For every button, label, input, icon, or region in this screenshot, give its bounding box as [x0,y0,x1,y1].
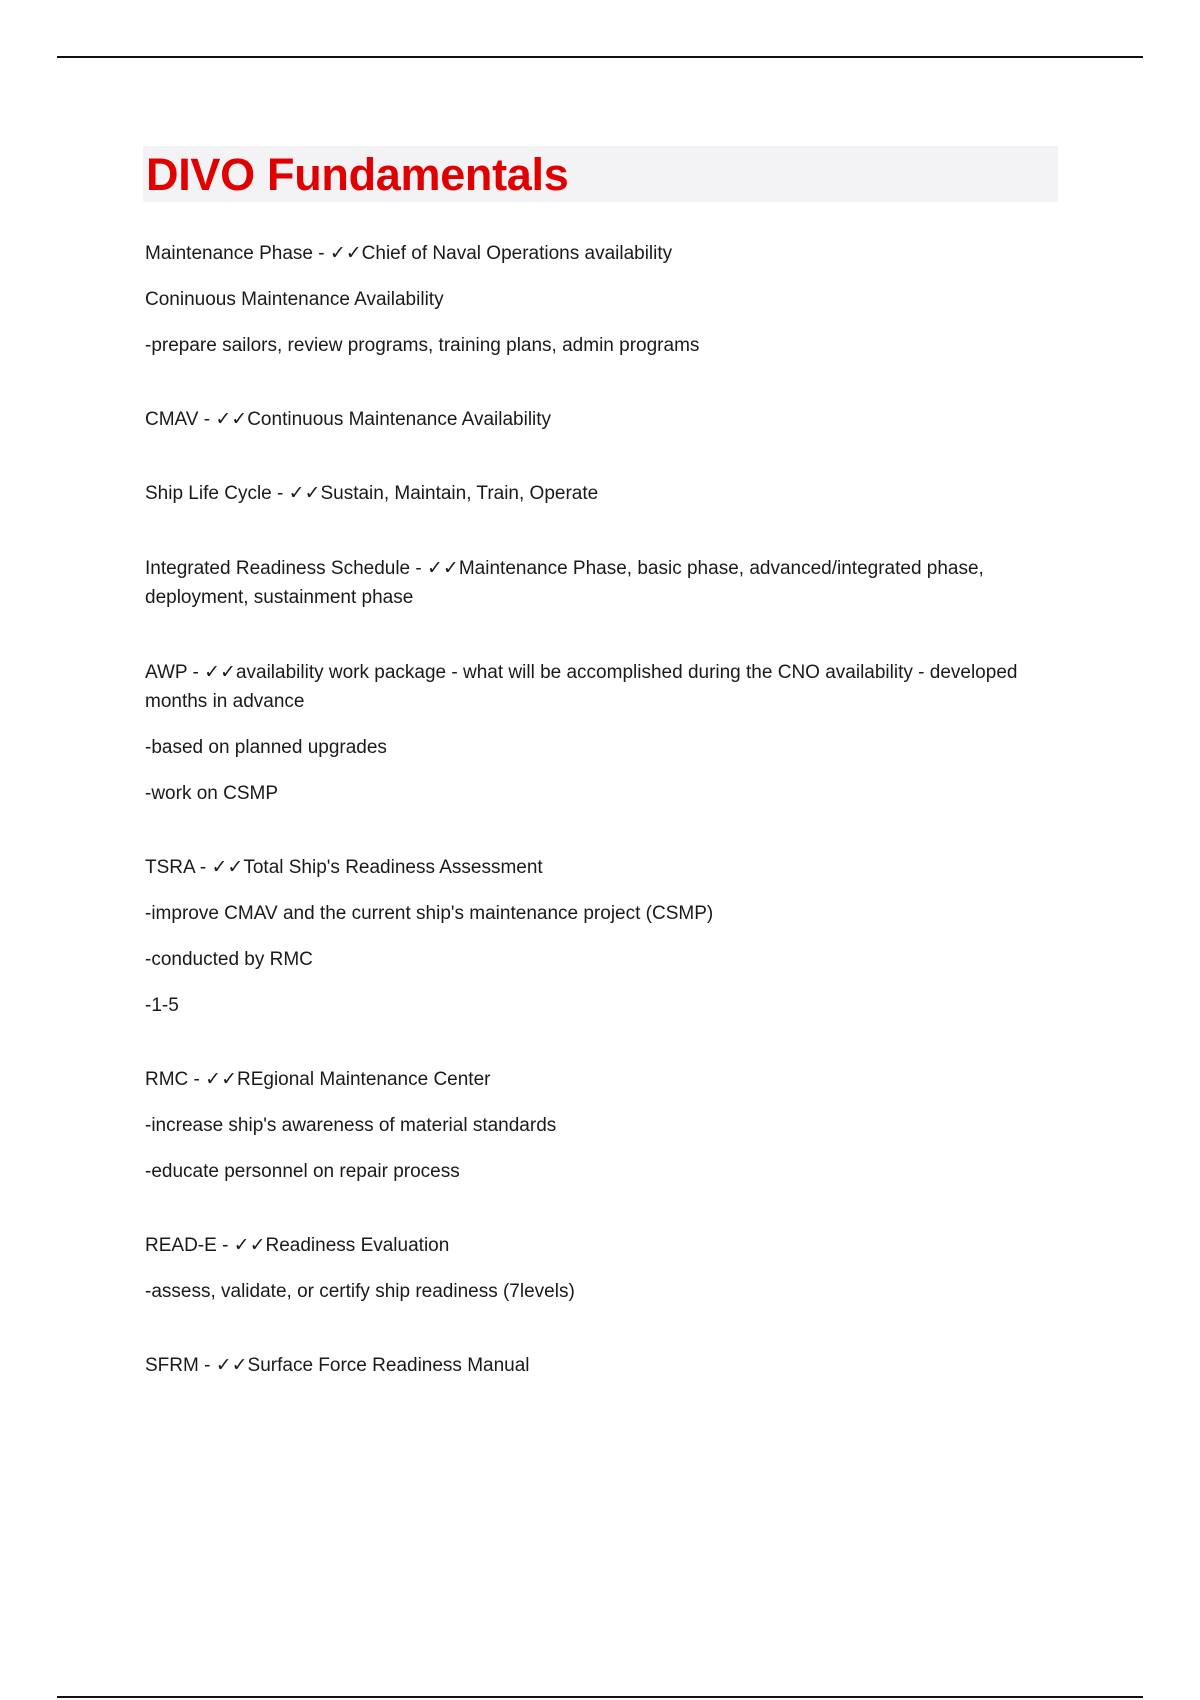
entry-integrated-readiness-schedule [143,554,1058,612]
entry-line: -conducted by RMC [145,949,313,970]
entry-line: Integrated Readiness Schedule - ✓✓Maintenance Phase, basic phase, advanced/integrated phase, deployment, sustainment phase [145,558,984,608]
entry-line: -1-5 [145,995,179,1016]
entry-sfrm [143,1352,1058,1380]
document-title: DIVO Fundamentals [146,148,569,200]
entry-line: RMC - ✓✓REgional Maintenance Center [145,1069,491,1090]
entry-ship-life-cycle [143,480,1058,508]
entry-line: -assess, validate, or certify ship readiness (7levels) [145,1281,575,1302]
entry-rmc [143,1066,1058,1186]
entry-line: -work on CSMP [145,783,279,804]
document-body [143,146,1058,1426]
entry-line: CMAV - ✓✓Continuous Maintenance Availability [145,409,552,430]
entry-maintenance-phase [143,240,1058,360]
entry-line: READ-E - ✓✓Readiness Evaluation [145,1235,450,1256]
entry-line: SFRM - ✓✓Surface Force Readiness Manual [145,1355,530,1376]
entry-awp [143,658,1058,808]
entry-line: -prepare sailors, review programs, training plans, admin programs [145,335,700,356]
entry-tsra [143,854,1058,1020]
entry-line: TSRA - ✓✓Total Ship's Readiness Assessment [145,857,543,878]
entry-cmav [143,406,1058,434]
entry-list [143,240,1058,1380]
title-band [143,146,1058,202]
entry-line: -improve CMAV and the current ship's maintenance project (CSMP) [145,903,714,924]
entry-line: Ship Life Cycle - ✓✓Sustain, Maintain, Train, Operate [145,483,599,504]
entry-line: Maintenance Phase - ✓✓Chief of Naval Operations availability [145,243,673,264]
entry-line: -based on planned upgrades [145,737,387,758]
top-rule [57,56,1143,58]
entry-line: AWP - ✓✓availability work package - what will be accomplished during the CNO availability - developed months in advance [145,662,1018,712]
entry-read-e [143,1232,1058,1306]
bottom-rule [57,1696,1143,1698]
entry-line: Coninuous Maintenance Availability [145,289,444,310]
entry-line: -educate personnel on repair process [145,1161,460,1182]
entry-line: -increase ship's awareness of material standards [145,1115,557,1136]
